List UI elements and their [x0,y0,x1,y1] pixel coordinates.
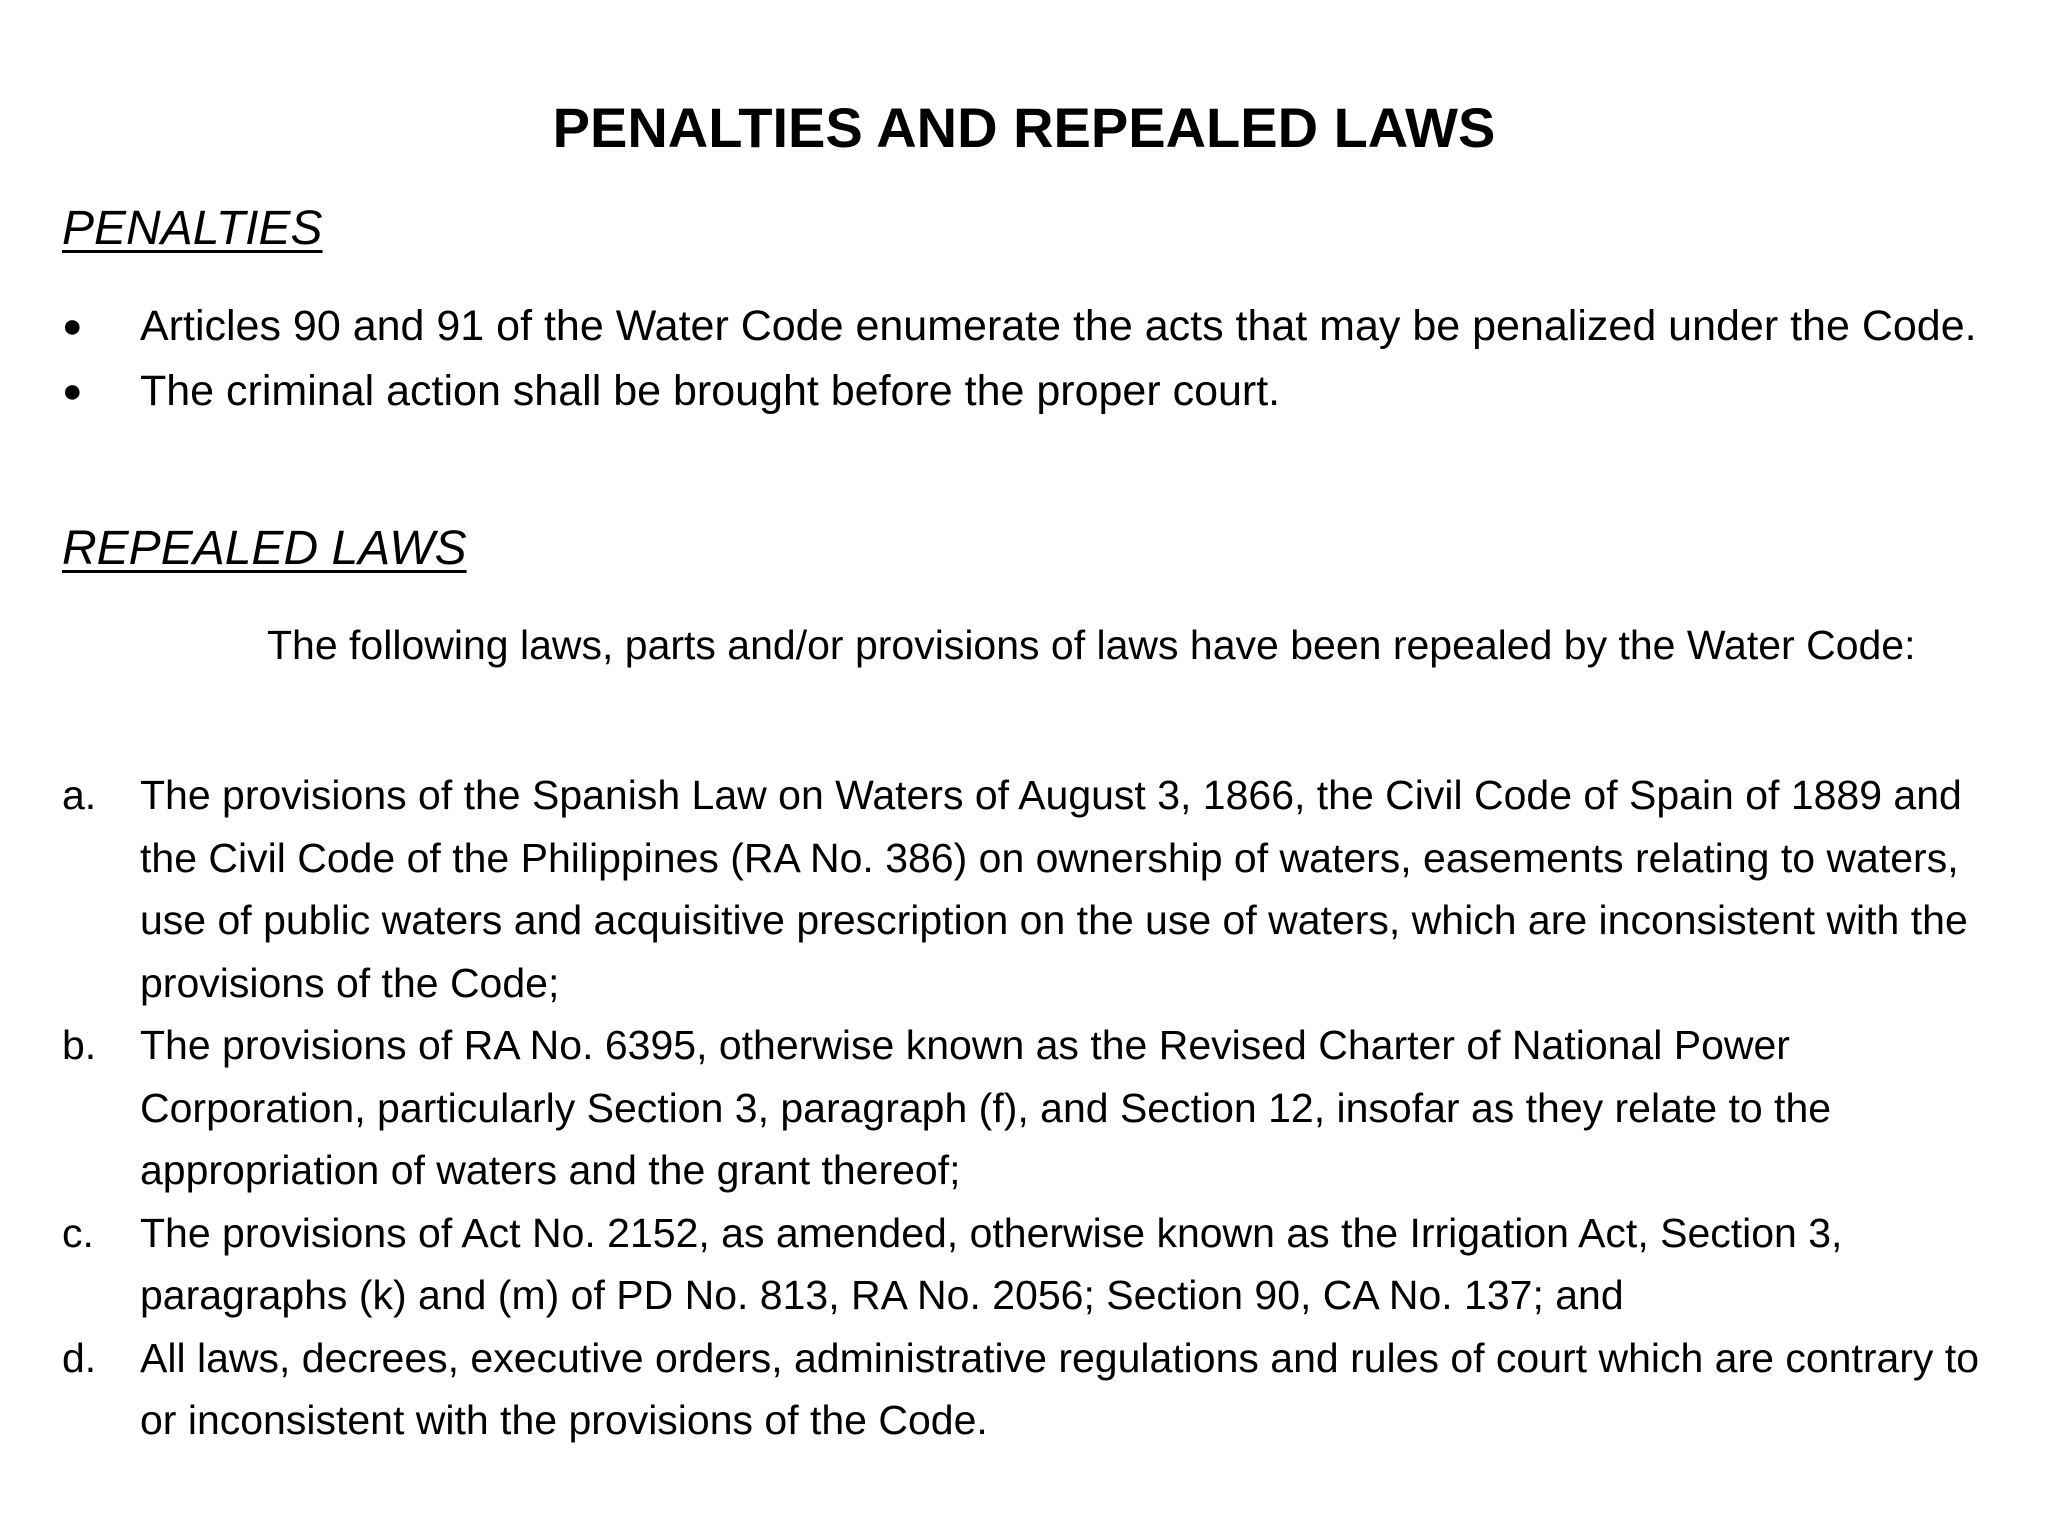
item-text: The provisions of the Spanish Law on Waters of August 3, 1866, the Civil Code of Spain of 1889 and the Civil Code of the Philippines (RA No. 386) on ownership of waters, easements relating to waters, use of public waters and acquisitive prescription on the use of waters, which are inconsistent with the provisions of the Code; [140,772,1968,1006]
list-item [62,1202,2012,1327]
item-label: d. [62,1334,97,1381]
repealed-laws-list [62,764,2012,1452]
bullet-icon: ● [62,307,83,345]
item-label: b. [62,1022,97,1068]
penalties-heading: PENALTIES [62,202,323,255]
item-text: All laws, decrees, executive orders, administrative regulations and rules of court which are contrary to or inconsistent with the provisions of the Code. [140,1334,1980,1443]
repealed-laws-heading: REPEALED LAWS [62,522,467,575]
list-item [62,294,2002,359]
bullet-icon: ● [62,372,83,410]
item-label: a. [62,772,97,818]
item-text: The provisions of RA No. 6395, otherwise known as the Revised Charter of National Power Corporation, particularly Section 3, paragraph (f), and Section 12, insofar as they relate to the appropriation of waters and the grant thereof; [140,1022,1832,1193]
list-item [62,1327,2012,1452]
list-item [62,359,2002,424]
bullet-text: The criminal action shall be brought before the proper court. [140,367,1281,415]
item-text: The provisions of Act No. 2152, as amended, otherwise known as the Irrigation Act, Section 3, paragraphs (k) and (m) of PD No. 813, RA No. 2056; Section 90, CA No. 137; and [140,1209,1843,1318]
penalties-list [62,294,2002,424]
bullet-text: Articles 90 and 91 of the Water Code enumerate the acts that may be penalized under the Code. [140,302,1977,350]
list-item [62,764,2012,1014]
page-title: PENALTIES AND REPEALED LAWS [552,96,1496,159]
repealed-intro-paragraph: The following laws, parts and/or provisions of laws have been repealed by the Water Code: [267,622,1916,668]
list-item [62,1014,2012,1202]
item-label: c. [62,1209,94,1256]
